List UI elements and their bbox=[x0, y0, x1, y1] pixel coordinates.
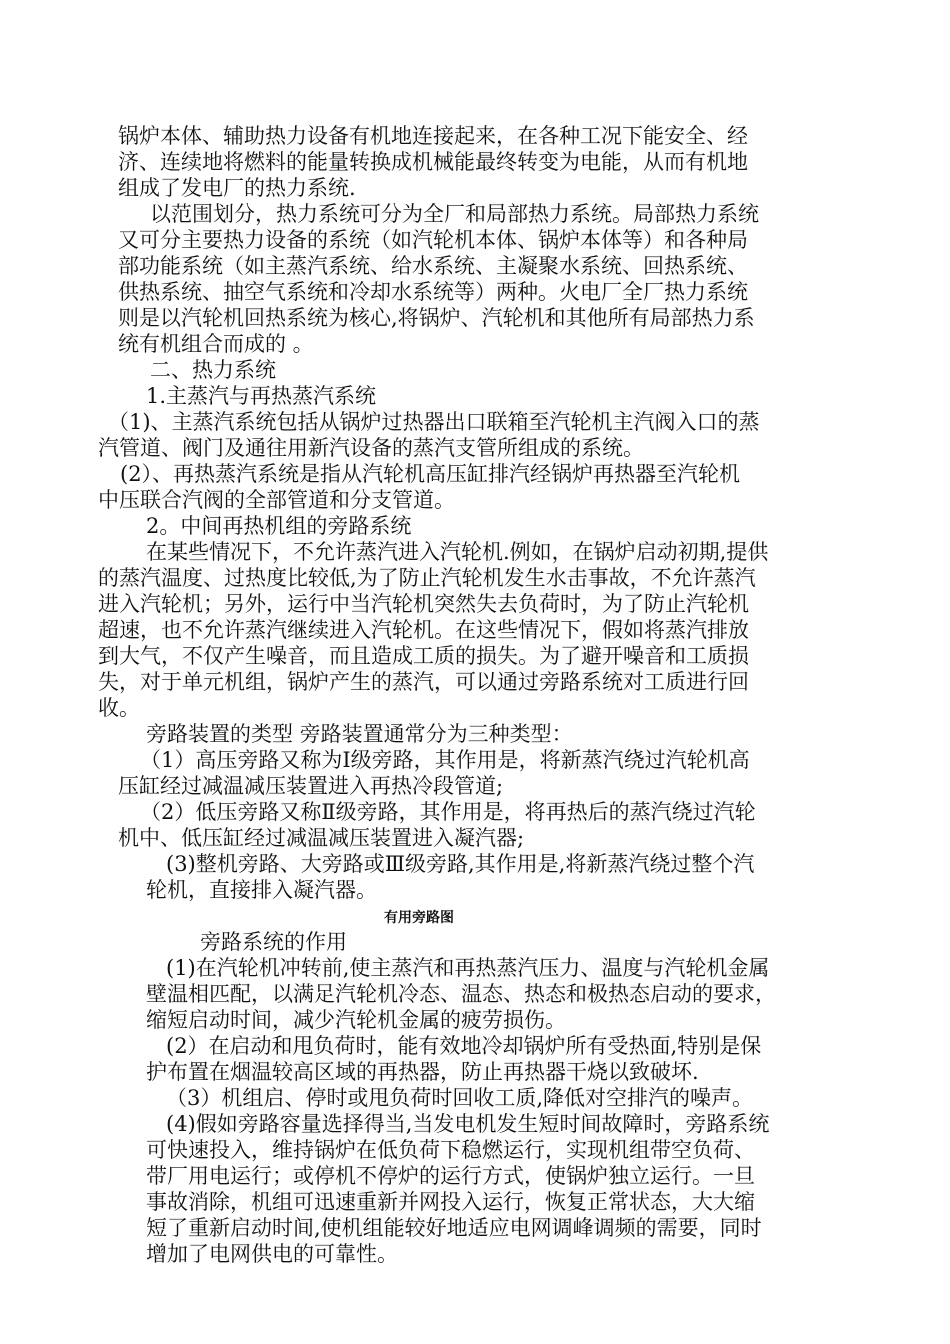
text-line: (2）、再热蒸汽系统是指从汽轮机高压缸排汽经锅炉再热器至汽轮机 bbox=[120, 462, 741, 486]
text-line: 压缸经过减温减压装置进入再热冷段管道; bbox=[118, 774, 504, 798]
text-line: 进入汽轮机；另外，运行中当汽轮机突然失去负荷时，为了防止汽轮机 bbox=[98, 592, 749, 616]
section-heading: 二、热力系统 bbox=[150, 358, 276, 382]
figure-caption: 有用旁路图 bbox=[384, 910, 454, 926]
text-line: 机中、低压缸经过减温减压装置进入凝汽器; bbox=[118, 826, 525, 850]
text-line: 可快速投入，维持锅炉在低负荷下稳燃运行，实现机组带空负荷、 bbox=[146, 1138, 755, 1162]
text-line: 增加了电网供电的可靠性。 bbox=[146, 1242, 398, 1266]
text-line: (2）在启动和甩负荷时，能有效地冷却锅炉所有受热面,特别是保 bbox=[166, 1034, 762, 1058]
text-line: 护布置在烟温较高区域的再热器，防止再热器干烧以致破坏. bbox=[146, 1060, 699, 1084]
text-line: 超速，也不允许蒸汽继续进入汽轮机。在这些情况下，假如将蒸汽排放 bbox=[98, 618, 749, 642]
text-line: 济、连续地将燃料的能量转换成机械能最终转变为电能，从而有机地 bbox=[118, 150, 748, 174]
text-line: 又可分主要热力设备的系统（如汽轮机本体、锅炉本体等）和各种局 bbox=[118, 228, 748, 252]
text-line: 带厂用电运行；或停机不停炉的运行方式，使锅炉独立运行。一旦 bbox=[146, 1164, 755, 1188]
text-line: 组成了发电厂的热力系统. bbox=[118, 176, 356, 200]
text-line: 汽管道、阀门及通往用新汽设备的蒸汽支管所组成的系统。 bbox=[98, 436, 644, 460]
section-heading: 1.主蒸汽与再热蒸汽系统 bbox=[146, 384, 377, 408]
text-line: 事故消除，机组可迅速重新并网投入运行，恢复正常状态，大大缩 bbox=[146, 1190, 755, 1214]
text-line: 壁温相匹配，以满足汽轮机冷态、温态、热态和极热态启动的要求， bbox=[146, 982, 776, 1006]
text-line: (3)整机旁路、大旁路或Ⅲ级旁路,其作用是,将新蒸汽绕过整个汽 bbox=[166, 852, 755, 876]
text-line: 部功能系统（如主蒸汽系统、给水系统、主凝聚水系统、回热系统、 bbox=[118, 254, 748, 278]
text-line: 在某些情况下，不允许蒸汽进入汽轮机.例如，在锅炉启动初期,提供 bbox=[146, 540, 769, 564]
text-line: 锅炉本体、辅助热力设备有机地连接起来，在各种工况下能安全、经 bbox=[118, 124, 748, 148]
section-heading: 2。中间再热机组的旁路系统 bbox=[146, 514, 412, 538]
text-line: 统有机组合而成的 。 bbox=[118, 332, 314, 356]
text-line: 收。 bbox=[98, 696, 140, 720]
text-line: 中压联合汽阀的全部管道和分支管道。 bbox=[98, 488, 455, 512]
text-line: 失，对于单元机组，锅炉产生的蒸汽，可以通过旁路系统对工质进行回 bbox=[98, 670, 749, 694]
section-heading: 旁路系统的作用 bbox=[200, 930, 347, 954]
text-line: （2）低压旁路又称Ⅱ级旁路，其作用是，将再热后的蒸汽绕过汽轮 bbox=[140, 800, 756, 824]
text-line: 则是以汽轮机回热系统为核心,将锅炉、汽轮机和其他所有局部热力系 bbox=[118, 306, 755, 330]
text-line: 供热系统、抽空气系统和冷却水系统等）两种。火电厂全厂热力系统 bbox=[118, 280, 748, 304]
text-line: 的蒸汽温度、过热度比较低,为了防止汽轮机发生水击事故，不允许蒸汽 bbox=[98, 566, 756, 590]
text-line: 轮机，直接排入凝汽器。 bbox=[146, 878, 377, 902]
text-line: （3）机组启、停时或甩负荷时回收工质,降低对空排汽的噪声。 bbox=[166, 1086, 754, 1110]
text-line: 短了重新启动时间,使机组能较好地适应电网调峰调频的需要，同时 bbox=[146, 1216, 762, 1240]
text-line: 到大气，不仅产生噪音，而且造成工质的损失。为了避开噪音和工质损 bbox=[98, 644, 749, 668]
text-line: (4)假如旁路容量选择得当,当发电机发生短时间故障时，旁路系统 bbox=[166, 1112, 770, 1136]
text-line: （1)、主蒸汽系统包括从锅炉过热器出口联箱至汽轮机主汽阀入口的蒸 bbox=[108, 410, 760, 434]
text-line: (1)在汽轮机冲转前,使主蒸汽和再热蒸汽压力、温度与汽轮机金属 bbox=[166, 956, 770, 980]
text-line: 缩短启动时间，减少汽轮机金属的疲劳损伤。 bbox=[146, 1008, 566, 1032]
text-line: （1）高压旁路又称为Ⅰ级旁路，其作用是，将新蒸汽绕过汽轮机高 bbox=[140, 748, 750, 772]
text-line: 以范围划分，热力系统可分为全厂和局部热力系统。局部热力系统 bbox=[150, 202, 759, 226]
text-line: 旁路装置的类型 旁路装置通常分为三种类型： bbox=[146, 722, 573, 746]
